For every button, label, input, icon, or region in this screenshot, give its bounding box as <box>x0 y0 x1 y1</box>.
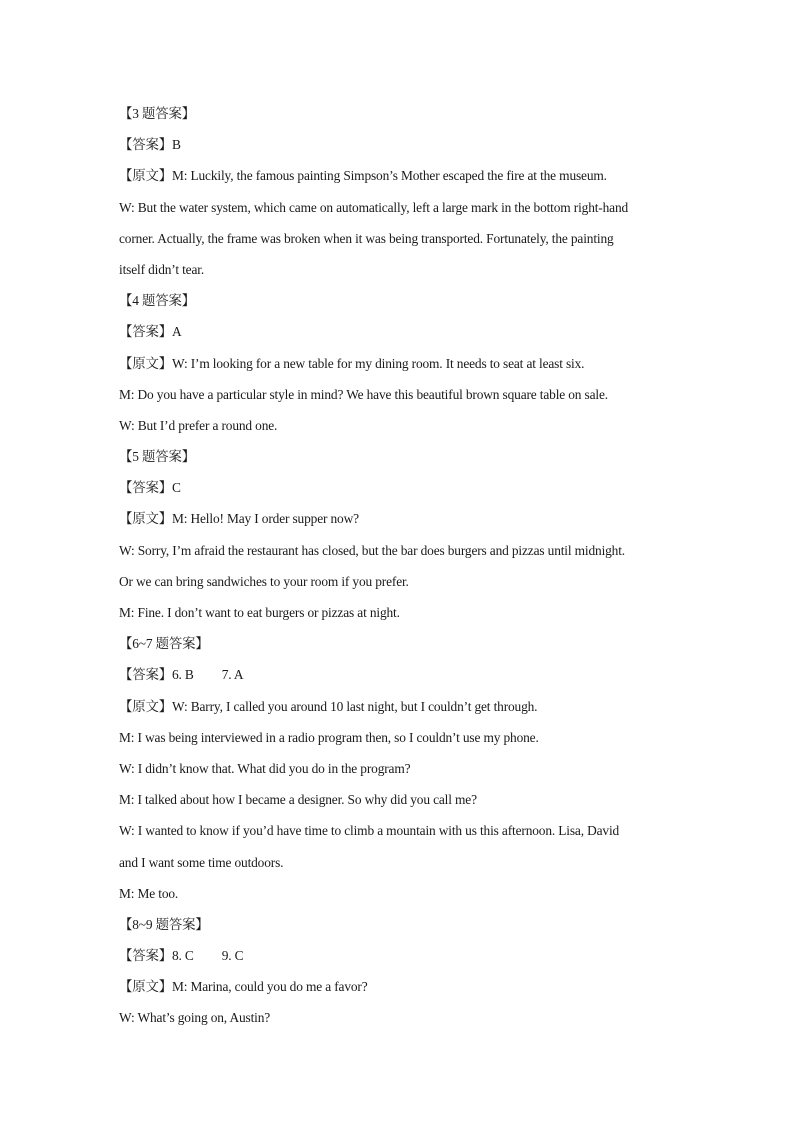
answer-q6: 【答案】6. B <box>119 667 194 683</box>
answer-line: 【答案】B <box>119 137 181 153</box>
transcript-line: Or we can bring sandwiches to your room if you prefer. <box>119 573 409 589</box>
transcript-line: M: I talked about how I became a designer. So why did you call me? <box>119 792 477 808</box>
transcript-line: W: But I’d prefer a round one. <box>119 417 278 433</box>
transcript-line: itself didn’t tear. <box>119 261 205 277</box>
transcript-line: 【原文】M: Luckily, the famous painting Simpson’s Mother escaped the fire at the museum. <box>119 168 607 184</box>
transcript-line: W: I didn’t know that. What did you do in the program? <box>119 760 411 776</box>
transcript-line: 【原文】W: Barry, I called you around 10 last night, but I couldn’t get through. <box>119 698 538 714</box>
answer-line: 【答案】A <box>119 324 182 340</box>
transcript-line: M: Fine. I don’t want to eat burgers or pizzas at night. <box>119 605 400 620</box>
answer-line <box>119 944 699 975</box>
section-heading-q6-7: 【6~7 题答案】 <box>119 636 209 652</box>
section-heading-q5: 【5 题答案】 <box>119 449 195 465</box>
transcript-line: W: I wanted to know if you’d have time to climb a mountain with us this afternoon. Lisa, David <box>119 823 620 839</box>
text-body <box>119 102 699 1038</box>
answer-line <box>119 663 699 694</box>
transcript-line: 【原文】W: I’m looking for a new table for my dining room. It needs to seat at least six. <box>119 355 585 371</box>
transcript-line: 【原文】M: Marina, could you do me a favor? <box>119 979 368 995</box>
transcript-line: W: Sorry, I’m afraid the restaurant has closed, but the bar does burgers and pizzas until midnight. <box>119 542 625 558</box>
transcript-line: corner. Actually, the frame was broken when it was being transported. Fortunately, the painting <box>119 230 614 246</box>
transcript-line: M: Me too. <box>119 885 179 901</box>
answer-q7: 7. A <box>221 667 244 683</box>
transcript-line: M: Do you have a particular style in mind? We have this beautiful brown square table on sale. <box>119 386 608 402</box>
section-heading-q4: 【4 题答案】 <box>119 293 195 309</box>
answer-q8: 【答案】8. C <box>119 948 194 964</box>
answer-q9: 9. C <box>221 948 244 964</box>
transcript-line: 【原文】M: Hello! May I order supper now? <box>119 511 359 527</box>
section-heading-q8-9: 【8~9 题答案】 <box>119 916 209 932</box>
transcript-line: M: I was being interviewed in a radio program then, so I couldn’t use my phone. <box>119 729 539 745</box>
transcript-line: W: What’s going on, Austin? <box>119 1010 271 1026</box>
transcript-line: W: But the water system, which came on automatically, left a large mark in the bottom right-hand <box>119 199 629 215</box>
answer-line: 【答案】C <box>119 480 181 496</box>
section-heading-q3: 【3 题答案】 <box>119 106 195 121</box>
transcript-line: and I want some time outdoors. <box>119 854 284 870</box>
